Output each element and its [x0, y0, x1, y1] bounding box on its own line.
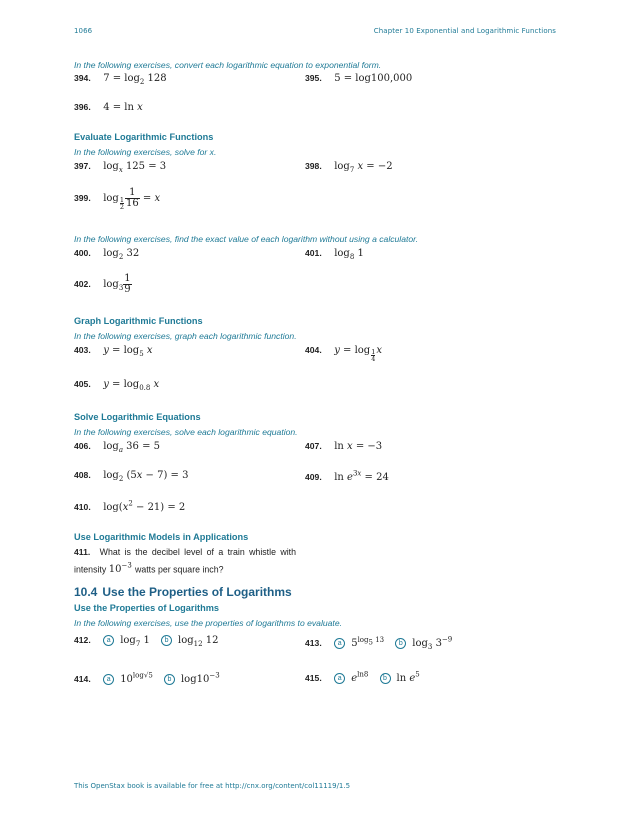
exercise-404: 404. y = log $\frac{1}{4}$ x [305, 345, 382, 363]
part-b-label: b [161, 635, 172, 646]
exercise-401: 401. $\log_8 1$ [305, 248, 364, 261]
exercise-409: 409. $\ln e^{3x} = 24$ [305, 470, 389, 484]
intro-properties: In the following exercises, use the properties of logarithms to evaluate. [74, 618, 342, 628]
section-title-solve: Solve Logarithmic Equations [74, 412, 201, 422]
exercise-415: 415. a $e^{ln8}$ b $\ln e^5$ [305, 671, 420, 685]
exercise-413: 413. a $5^{log_5 13}$ b $\log_3 3^{-9}$ [305, 636, 453, 652]
intro-graph: In the following exercises, graph each logarithmic function. [74, 331, 297, 341]
part-a-label: a [103, 635, 114, 646]
exercise-394: 394. $7 = \log_2 128$ [74, 73, 167, 86]
part-b-label: b [380, 673, 391, 684]
exercise-411: 411. What is the decibel level of a train whistle with intensity $10^{-3}$ watts per square inch? [74, 547, 296, 576]
exercise-414: 414. a $10^{log√5}$ b $\log 10^{-3}$ [74, 672, 220, 686]
exercise-399: 399. log $\frac{1}{2}$ $\frac{1}{16}$ = x [74, 187, 161, 211]
intro-exact: In the following exercises, find the exact value of each logarithm without using a calculator. [74, 234, 419, 244]
exercise-406: 406. $\log_a 36 = 5$ [74, 441, 161, 454]
exercise-number: 405. [74, 379, 91, 389]
exercise-number: 402. [74, 279, 91, 289]
section-heading-10-4 [74, 585, 292, 599]
exercise-411-text-before: What is the decibel level of a train whistle with intensity [74, 547, 296, 575]
section-title-graph: Graph Logarithmic Functions [74, 316, 203, 326]
part-b-label: b [395, 638, 406, 649]
exercise-number: 395. [305, 73, 322, 83]
page-number: 1066 [74, 27, 93, 35]
exercise-number: 415. [305, 673, 322, 684]
exercise-396: 396. 4 = ln x [74, 102, 143, 113]
chapter-title: Chapter 10 Exponential and Logarithmic Functions [373, 27, 556, 35]
exercise-number: 414. [74, 674, 91, 685]
part-a-label: a [334, 673, 345, 684]
exercise-number: 404. [305, 345, 322, 355]
exercise-number: 398. [305, 161, 322, 171]
exercise-395: 395. 5 = log100,000 [305, 73, 413, 84]
exercise-number: 394. [74, 73, 91, 83]
exercise-number: 401. [305, 248, 322, 258]
exercise-403: 403. $y = \log_5 x$ [74, 345, 153, 358]
section-heading-title: Use the Properties of Logarithms [102, 585, 292, 599]
exercise-405: 405. $y = \log_{0.8} x$ [74, 379, 160, 392]
section-title-models: Use Logarithmic Models in Applications [74, 532, 249, 542]
part-a-label: a [334, 638, 345, 649]
exercise-number: 399. [74, 193, 91, 203]
exercise-number: 408. [74, 470, 91, 480]
section-number: 10.4 [74, 585, 98, 599]
exercise-number: 411. [74, 547, 91, 557]
exercise-number: 407. [305, 441, 322, 451]
intro-convert: In the following exercises, convert each logarithmic equation to exponential form. [74, 60, 382, 70]
exercise-number: 409. [305, 472, 322, 483]
exercise-412: 412. a $\log_7 1$ b $\log_{12} 12$ [74, 635, 219, 648]
exercise-408: 408. $\log_2 (5x - 7) = 3$ [74, 470, 189, 483]
exercise-397: 397. $\log_x 125 = 3$ [74, 161, 167, 174]
exercise-number: 412. [74, 635, 91, 645]
footer-text: This OpenStax book is available for free at http://cnx.org/content/col11119/1.5 [74, 782, 351, 790]
exercise-407: 407. ln x = −3 [305, 441, 383, 452]
exercise-number: 413. [305, 638, 322, 649]
section-title-evaluate: Evaluate Logarithmic Functions [74, 132, 214, 142]
exercise-number: 396. [74, 102, 91, 112]
intro-evaluate: In the following exercises, solve for x. [74, 147, 217, 157]
exercise-400: 400. $\log_2 32$ [74, 248, 140, 261]
part-b-label: b [164, 674, 175, 685]
exercise-402: 402. $\log_3$ $\frac{1}{9}$ [74, 273, 131, 295]
exercise-number: 403. [74, 345, 91, 355]
exercise-number: 410. [74, 502, 91, 513]
exercise-411-text-after: watts per square inch? [134, 564, 224, 575]
intro-solve: In the following exercises, solve each logarithmic equation. [74, 427, 298, 437]
exercise-410: 410. $\log(x^2 - 21) = 2$ [74, 500, 186, 514]
exercise-number: 400. [74, 248, 91, 258]
section-title-properties: Use the Properties of Logarithms [74, 603, 219, 613]
part-a-label: a [103, 674, 114, 685]
exercise-number: 406. [74, 441, 91, 451]
exercise-number: 397. [74, 161, 91, 171]
exercise-398: 398. $\log_7 x = -2$ [305, 161, 393, 174]
